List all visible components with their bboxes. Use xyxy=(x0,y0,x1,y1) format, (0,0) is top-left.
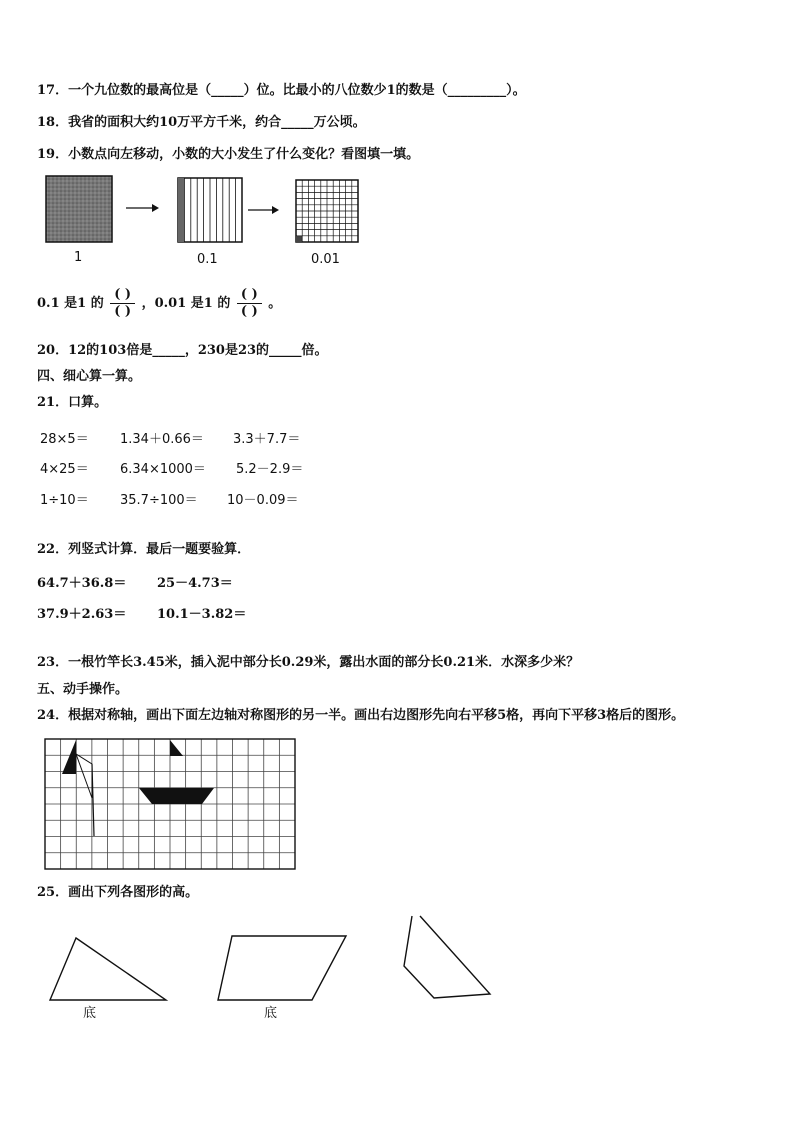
left-half-figure xyxy=(62,740,76,774)
hundredths-square xyxy=(296,180,358,242)
vertical-calc-item: 37.9＋2.63＝ xyxy=(37,607,127,622)
fraction-denominator: ( ) xyxy=(240,304,258,319)
tenths-square xyxy=(178,178,242,242)
vertical-calc-item: 64.7＋36.8＝ xyxy=(37,576,127,591)
calc-item: 6.34×1000＝ xyxy=(120,462,206,477)
section-5-heading: 五、动手操作。 xyxy=(37,682,129,697)
calc-item: 4×25＝ xyxy=(40,462,89,477)
q19-fill-part1: 0.1 是1 的 xyxy=(37,296,104,311)
fraction-denominator: ( ) xyxy=(114,304,132,319)
base-label-parallelogram: 底 xyxy=(264,1006,278,1021)
calc-item: 5.2－2.9＝ xyxy=(236,462,304,477)
calc-item: 3.3＋7.7＝ xyxy=(233,432,301,447)
q19-fill-end: 。 xyxy=(268,296,282,311)
question-25: 25．画出下列各图形的高。 xyxy=(37,885,199,900)
decimal-grid-figure xyxy=(40,170,380,250)
question-21: 21．口算。 xyxy=(37,395,108,410)
small-triangle xyxy=(170,740,183,756)
label-tenth: 0.1 xyxy=(197,252,218,267)
vertical-calc-item: 25－4.73＝ xyxy=(157,576,233,591)
label-hundredth: 0.01 xyxy=(311,252,340,267)
parallelogram-shape xyxy=(218,936,346,1000)
label-one: 1 xyxy=(74,250,83,265)
trapezoid-figure xyxy=(139,788,214,804)
trapezoid-shape xyxy=(404,916,490,998)
q19-fill-part2: ，0.01 是1 的 xyxy=(141,296,231,311)
question-18: 18．我省的面积大约10万平方千米，约合_____万公顷。 xyxy=(37,115,366,130)
symmetry-grid xyxy=(44,738,296,870)
whole-square xyxy=(46,176,112,242)
fraction-blank-2[interactable] xyxy=(237,288,262,319)
question-24: 24．根据对称轴，画出下面左边轴对称图形的另一半。画出右边图形先向右平移5格，再向下平移3格后的图形。 xyxy=(37,708,685,723)
question-20: 20．12的103倍是_____，230是23的_____倍。 xyxy=(37,343,328,358)
calc-item: 28×5＝ xyxy=(40,432,89,447)
fraction-blank-1[interactable] xyxy=(110,288,135,319)
question-17: 17．一个九位数的最高位是（_____）位。比最小的八位数少1的数是（_________）。 xyxy=(37,83,526,98)
base-label-triangle: 底 xyxy=(83,1006,97,1021)
calc-item: 1÷10＝ xyxy=(40,493,89,508)
height-shapes xyxy=(44,912,504,1012)
fraction-numerator: ( ) xyxy=(240,287,258,302)
question-19: 19．小数点向左移动，小数的大小发生了什么变化？看图填一填。 xyxy=(37,147,420,162)
vertical-calc-item: 10.1－3.82＝ xyxy=(157,607,247,622)
q19-fill-line xyxy=(37,286,281,322)
calc-item: 35.7÷100＝ xyxy=(120,493,198,508)
question-22: 22．列竖式计算．最后一题要验算． xyxy=(37,542,251,557)
fraction-numerator: ( ) xyxy=(114,287,132,302)
calc-item: 1.34＋0.66＝ xyxy=(120,432,204,447)
section-4-heading: 四、细心算一算。 xyxy=(37,369,142,384)
calc-item: 10－0.09＝ xyxy=(227,493,299,508)
triangle-shape xyxy=(50,938,166,1000)
question-23: 23．一根竹竿长3.45米，插入泥中部分长0.29米，露出水面的部分长0.21米．水深多少米？ xyxy=(37,655,580,670)
